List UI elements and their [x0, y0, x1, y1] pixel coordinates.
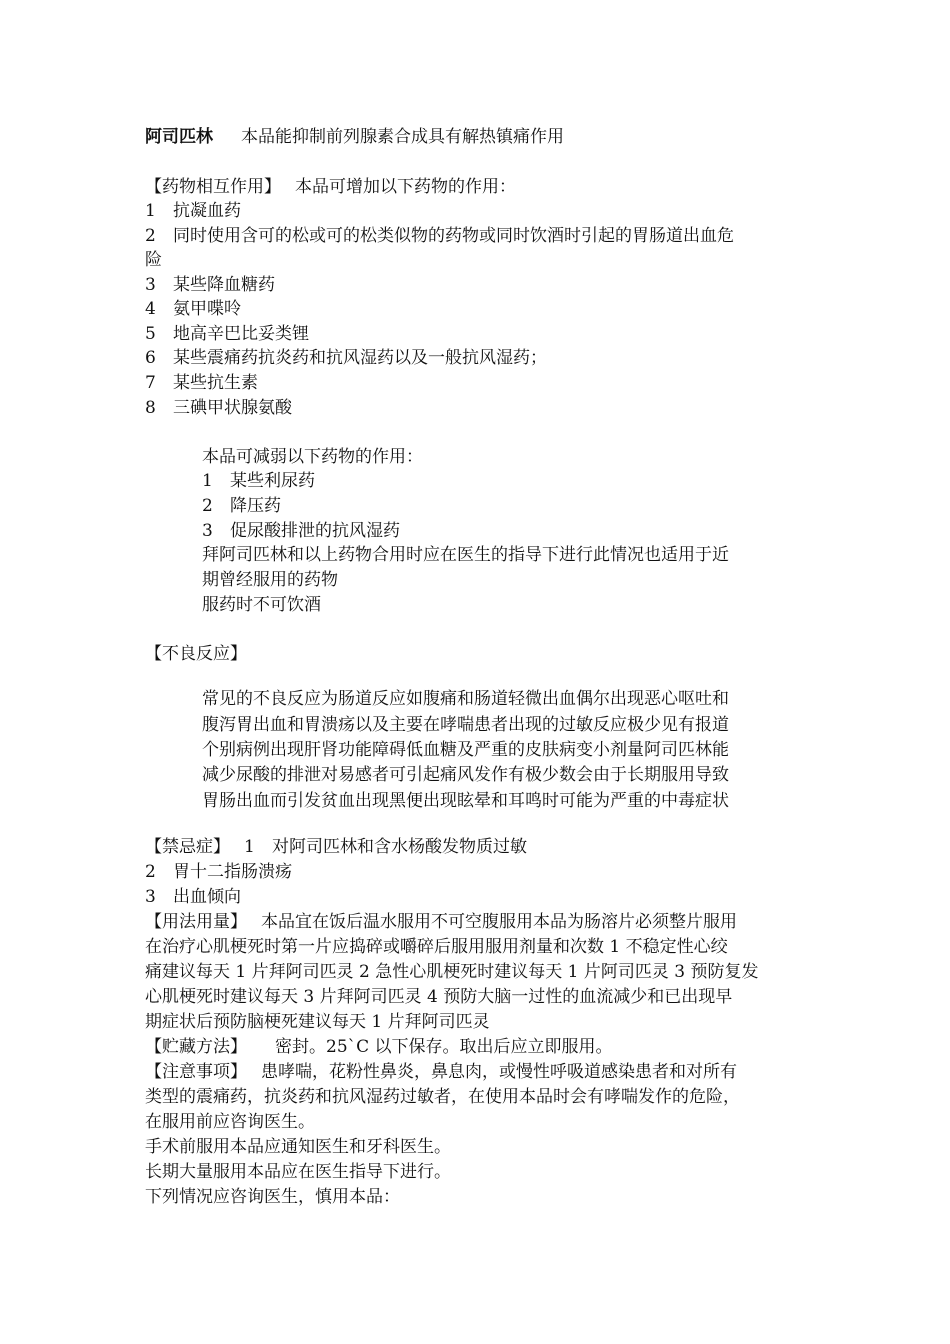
list-item: 3 出血倾向: [145, 887, 241, 907]
caution-heading-line: 【注意事项】 患哮喘，花粉性鼻炎，鼻息肉，或慢性呼吸道感染患者和对所有: [145, 1062, 737, 1082]
dosage-line: 痛建议每天 1 片拜阿司匹灵 2 急性心肌梗死时建议每天 1 片阿司匹灵 3 预防复发: [145, 962, 759, 982]
list-item: 1 某些利尿药: [202, 471, 315, 491]
contra-heading-line: 【禁忌症】 1 对阿司匹林和含水杨酸发物质过敏: [145, 837, 527, 857]
list-item: 2 同时使用含可的松或可的松类似物的药物或同时饮酒时引起的胃肠道出血危: [145, 226, 734, 246]
caution-line: 在服用前应咨询医生。: [145, 1112, 315, 1132]
interactions-heading-line: [145, 175, 516, 199]
list-item: 7 某些抗生素: [145, 373, 258, 393]
title-line: [145, 125, 564, 149]
storage-line: 【贮藏方法】 密封。25`C 以下保存。取出后应立即服用。: [145, 1037, 613, 1057]
list-item: 3 某些降血糖药: [145, 275, 275, 295]
adverse-line: 减少尿酸的排泄对易感者可引起痛风发作有极少数会由于长期服用导致: [202, 765, 729, 785]
caution-line: 手术前服用本品应通知医生和牙科医生。: [145, 1137, 451, 1157]
adverse-line: 常见的不良反应为肠道反应如腹痛和肠道轻微出血偶尔出现恶心呕吐和: [202, 689, 729, 709]
caution-heading: 【注意事项】: [145, 1062, 247, 1082]
note-line: 期曾经服用的药物: [202, 570, 338, 590]
note-line: 拜阿司匹林和以上药物合用时应在医生的指导下进行此情况也适用于近: [202, 545, 729, 565]
dosage-line: 在治疗心肌梗死时第一片应捣碎或嚼碎后服用服用剂量和次数 1 不稳定性心绞: [145, 937, 728, 957]
adverse-line: 腹泻胃出血和胃溃疡以及主要在哮喘患者出现的过敏反应极少见有报道: [202, 715, 729, 735]
list-item: 4 氨甲喋呤: [145, 299, 241, 319]
dosage-line: 期症状后预防脑梗死建议每天 1 片拜阿司匹灵: [145, 1012, 490, 1032]
drug-description: 本品能抑制前列腺素合成具有解热镇痛作用: [241, 127, 564, 147]
reduce-intro: 本品可减弱以下药物的作用：: [202, 447, 423, 467]
caution-line: 长期大量服用本品应在医生指导下进行。: [145, 1162, 451, 1182]
list-item: 1 抗凝血药: [145, 201, 241, 221]
drug-name: 阿司匹林: [145, 127, 213, 147]
dosage-line: 心肌梗死时建议每天 3 片拜阿司匹灵 4 预防大脑一过性的血流减少和已出现早: [145, 987, 733, 1007]
list-item-continuation: 险: [145, 250, 162, 270]
list-item: 6 某些震痛药抗炎药和抗风湿药以及一般抗风湿药；: [145, 348, 547, 368]
caution-line: 类型的震痛药，抗炎药和抗风湿药过敏者，在使用本品时会有哮喘发作的危险，: [145, 1087, 740, 1107]
interactions-intro: 本品可增加以下药物的作用：: [295, 177, 516, 197]
adverse-line: 胃肠出血而引发贫血出现黑便出现眩晕和耳鸣时可能为严重的中毒症状: [202, 791, 729, 811]
interactions-heading: 【药物相互作用】: [145, 177, 281, 197]
contra-heading: 【禁忌症】: [145, 837, 230, 857]
storage-heading: 【贮藏方法】: [145, 1037, 247, 1057]
list-item: 5 地高辛巴比妥类锂: [145, 324, 309, 344]
list-item: 8 三碘甲状腺氨酸: [145, 398, 292, 418]
dosage-heading: 【用法用量】: [145, 912, 247, 932]
adverse-line: 个别病例出现肝肾功能障碍低血糖及严重的皮肤病变小剂量阿司匹林能: [202, 740, 729, 760]
note-line: 服药时不可饮酒: [202, 595, 321, 615]
list-item: 2 胃十二指肠溃疡: [145, 862, 292, 882]
list-item: 3 促尿酸排泄的抗风湿药: [202, 521, 400, 541]
list-item: 2 降压药: [202, 496, 281, 516]
adverse-heading: 【不良反应】: [145, 644, 247, 664]
dosage-heading-line: 【用法用量】 本品宜在饭后温水服用不可空腹服用本品为肠溶片必须整片服用: [145, 912, 737, 932]
caution-line: 下列情况应咨询医生，慎用本品：: [145, 1187, 400, 1207]
